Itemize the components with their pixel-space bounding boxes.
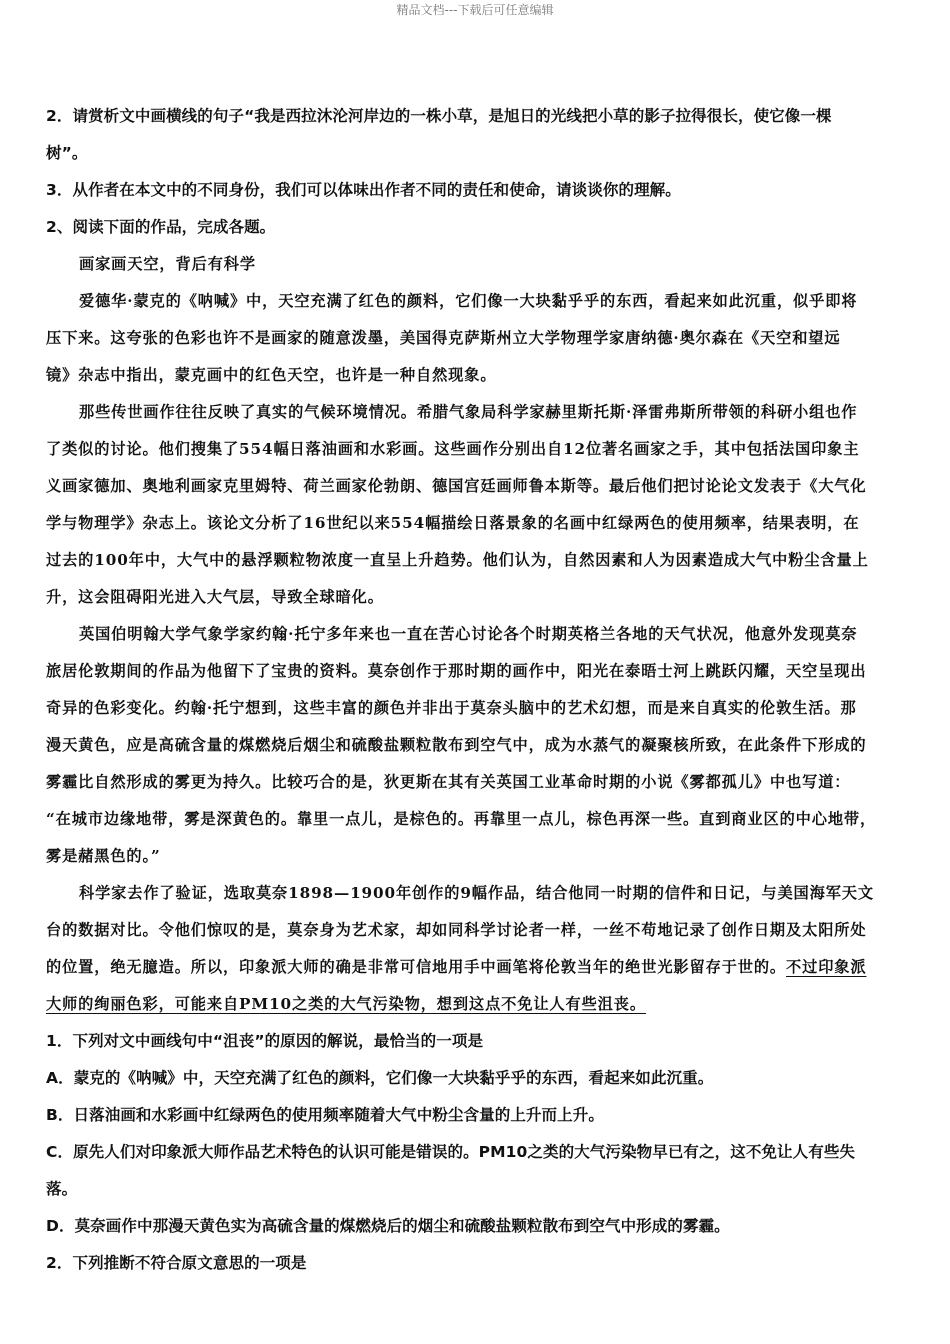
- question-2-line-2: 树”。: [46, 144, 88, 162]
- paragraph-3-line-4: 漫天黄色，应是高硫含量的煤燃烧后烟尘和硫酸盐颗粒散布到空气中，成为水蒸气的凝聚核所致，在此条件下形成的: [46, 736, 867, 754]
- underlined-sentence-start: 不过印象派: [786, 958, 867, 976]
- underlined-sentence-end: 大师的绚丽色彩，可能来自PM10之类的大气污染物，想到这点不免让人有些沮丧。: [46, 995, 646, 1013]
- paragraph-4-text: 的位置，绝无臆造。所以，印象派大师的确是非常可信地用手中画笔将伦敦当年的绝世光影留存于世的。: [46, 958, 787, 976]
- paragraph-2-line-5: 过去的100年中，大气中的悬浮颗粒物浓度一直呈上升趋势。他们认为，自然因素和人为因素造成大气中粉尘含量上: [46, 551, 869, 569]
- page-header-watermark: 精品文档---下载后可任意编辑: [396, 3, 554, 17]
- paragraph-4-line-4: [46, 986, 910, 1023]
- paragraph-3-line-7: 雾是赭黑色的。”: [46, 847, 161, 865]
- paragraph-3-line-5: 雾霾比自然形成的雾更为持久。比较巧合的是，狄更斯在其有关英国工业革命时期的小说《雾都孤儿》中也写道：: [46, 773, 851, 791]
- paragraph-4-line-3: [46, 949, 910, 986]
- paragraph-1-line-3: 镜》杂志中指出，蒙克画中的红色天空，也许是一种自然现象。: [46, 366, 497, 384]
- article-title: 画家画天空，背后有科学: [79, 255, 256, 273]
- question-3: 3．从作者在本文中的不同身份，我们可以体味出作者不同的责任和使命，请谈谈你的理解。: [46, 181, 681, 199]
- paragraph-2-line-2: 了类似的讨论。他们搜集了554幅日落油画和水彩画。这些画作分别出自12位著名画家之手，其中包括法国印象主: [46, 440, 860, 458]
- document-body: [46, 98, 910, 1282]
- option-c-line-1: C．原先人们对印象派大师作品艺术特色的认识可能是错误的。PM10之类的大气污染物早已有之，这不免让人有些失: [46, 1143, 856, 1161]
- paragraph-3-line-6: “在城市边缘地带，雾是深黄色的。靠里一点儿，是棕色的。再靠里一点儿，棕色再深一些。直到商业区的中心地带，: [46, 810, 877, 828]
- paragraph-4-line-1: 科学家去作了验证，选取莫奈1898—1900年创作的9幅作品，结合他同一时期的信件和日记，与美国海军天文: [79, 884, 874, 902]
- option-b: B．日落油画和水彩画中红绿两色的使用频率随着大气中粉尘含量的上升而上升。: [46, 1106, 604, 1124]
- paragraph-3-line-3: 奇异的色彩变化。约翰·托宁想到，这些丰富的颜色并非出于莫奈头脑中的艺术幻想，而是来自真实的伦敦生活。那: [46, 699, 857, 717]
- option-c-line-2: 落。: [46, 1180, 78, 1198]
- paragraph-2-line-3: 义画家德加、奥地利画家克里姆特、荷兰画家伦勃朗、德国宫廷画师鲁本斯等。最后他们把讨论论文发表于《大气化: [46, 477, 867, 495]
- paragraph-2-line-1: 那些传世画作往往反映了真实的气候环境情况。希腊气象局科学家赫里斯托斯·泽雷弗斯所带领的科研小组也作: [79, 403, 858, 421]
- sub-question-1: 1．下列对文中画线句中“沮丧”的原因的解说，最恰当的一项是: [46, 1032, 484, 1050]
- question-2-line-1: 2．请赏析文中画横线的句子“我是西拉沐沦河岸边的一株小草，是旭日的光线把小草的影子拉得很长，使它像一棵: [46, 107, 832, 125]
- sub-question-2: 2．下列推断不符合原文意思的一项是: [46, 1254, 307, 1272]
- option-a: A．蒙克的《呐喊》中，天空充满了红色的颜料，它们像一大块黏乎乎的东西，看起来如此沉重。: [46, 1069, 714, 1087]
- paragraph-1-line-2: 压下来。这夸张的色彩也许不是画家的随意泼墨，美国得克萨斯州立大学物理学家唐纳德·奥尔森在《天空和望远: [46, 329, 841, 347]
- option-d: D．莫奈画作中那漫天黄色实为高硫含量的煤燃烧后的烟尘和硫酸盐颗粒散布到空气中形成的雾霾。: [46, 1217, 730, 1235]
- paragraph-1-line-1: 爱德华·蒙克的《呐喊》中，天空充满了红色的颜料，它们像一大块黏乎乎的东西，看起来如此沉重，似乎即将: [79, 292, 858, 310]
- section-2-instruction: 2、阅读下面的作品，完成各题。: [46, 218, 276, 236]
- paragraph-3-line-2: 旅居伦敦期间的作品为他留下了宝贵的资料。莫奈创作于那时期的画作中，阳光在泰晤士河上跳跃闪耀，天空呈现出: [46, 662, 867, 680]
- paragraph-4-line-2: 台的数据对比。令他们惊叹的是，莫奈身为艺术家，却如同科学讨论者一样，一丝不苟地记录了创作日期及太阳所处: [46, 921, 867, 939]
- paragraph-3-line-1: 英国伯明翰大学气象学家约翰·托宁多年来也一直在苦心讨论各个时期英格兰各地的天气状况，他意外发现莫奈: [79, 625, 858, 643]
- paragraph-2-line-6: 升，这会阻碍阳光进入大气层，导致全球暗化。: [46, 588, 384, 606]
- paragraph-2-line-4: 学与物理学》杂志上。该论文分析了16世纪以来554幅描绘日落景象的名画中红绿两色的使用频率，结果表明，在: [46, 514, 860, 532]
